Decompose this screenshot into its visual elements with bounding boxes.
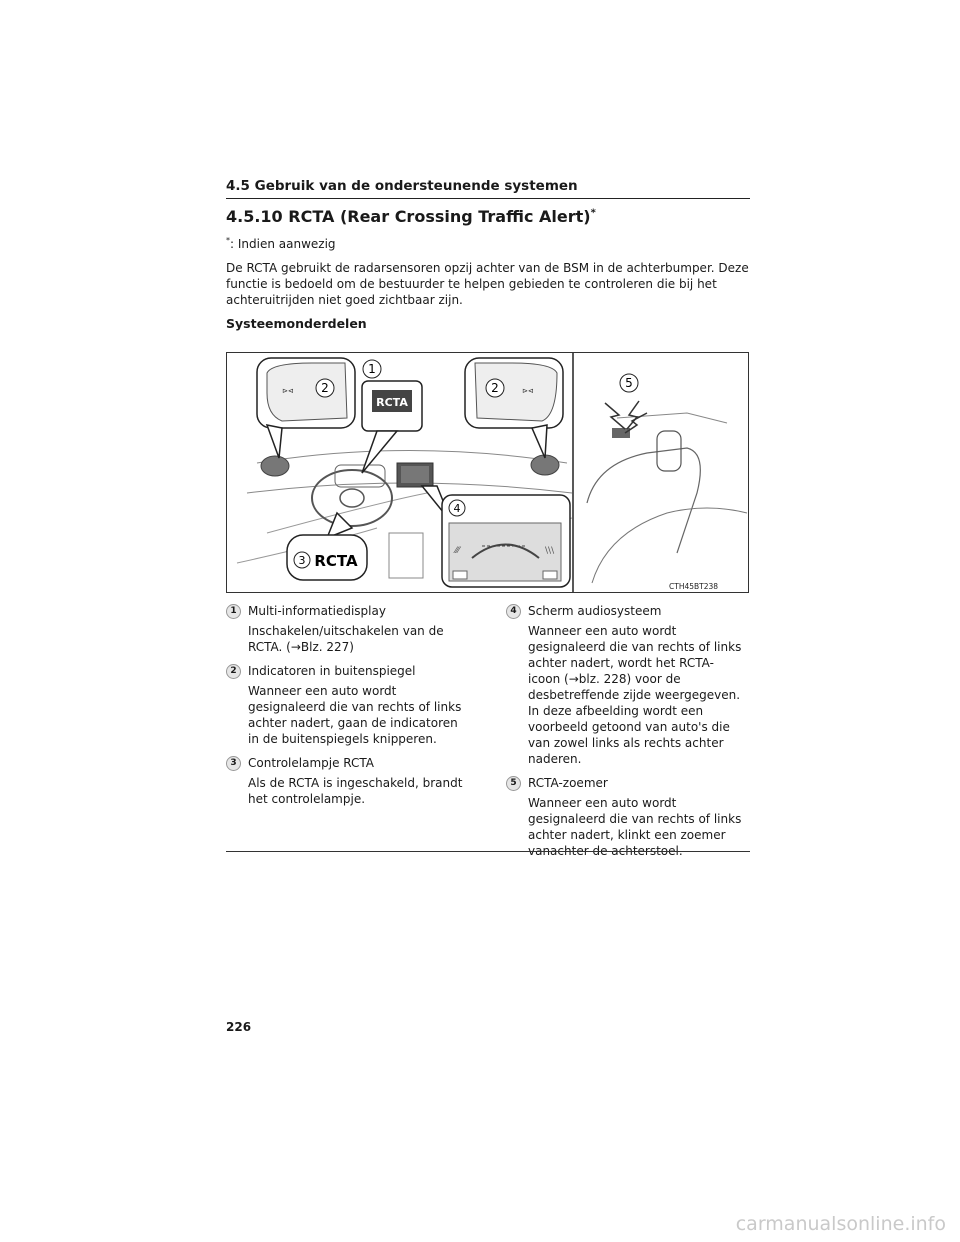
- footnote-note: [226, 236, 336, 251]
- item-description: Inschakelen/uitschakelen van de RCTA. (→Blz. 227): [248, 624, 444, 654]
- list-item: [226, 603, 466, 655]
- item-title: [226, 603, 466, 619]
- svg-text:⁄⁄⁄: ⁄⁄⁄: [455, 546, 460, 556]
- svg-text:⊳⊲: ⊳⊲: [522, 387, 534, 395]
- item-number-badge: 3: [226, 756, 241, 771]
- rcta-indicator-label: RCTA: [314, 552, 358, 570]
- item-title: [226, 755, 466, 771]
- title-footnote-mark: *: [590, 207, 596, 219]
- component-list-right: [506, 603, 746, 867]
- intro-paragraph: De RCTA gebruikt de radarsensoren opzij achter van de BSM in de achterbumper. Deze functie is bedoeld om de bestuurder te helpen gebieden te controleren die bij het achteruitrijden niet goed zichtbaar zijn.: [226, 261, 749, 307]
- callout-2-right: 2: [491, 381, 499, 395]
- item-title-text: RCTA-zoemer: [528, 776, 608, 790]
- item-title-text: Scherm audiosysteem: [528, 604, 662, 618]
- list-item: [506, 775, 746, 859]
- item-title-text: Indicatoren in buitenspiegel: [248, 664, 416, 678]
- buzzer-warning-icon: [612, 428, 630, 438]
- page-title: [226, 207, 596, 226]
- list-item: [226, 755, 466, 807]
- item-number-badge: 5: [506, 776, 521, 791]
- section-header: 4.5 Gebruik van de ondersteunende systemen: [226, 178, 750, 199]
- figure-illustration: [227, 353, 748, 592]
- svg-text:\\\: \\\: [545, 546, 555, 556]
- item-title: [506, 603, 746, 619]
- note-text: : Indien aanwezig: [230, 237, 336, 251]
- bottom-divider: [226, 851, 750, 852]
- camera-guideline-icon: [543, 571, 557, 579]
- callout-2-left: 2: [321, 381, 329, 395]
- item-number-badge: 1: [226, 604, 241, 619]
- page-number: 226: [226, 1020, 252, 1034]
- figure-code: CTH45BT238: [669, 582, 719, 591]
- subheading: Systeemonderdelen: [226, 316, 367, 331]
- item-number-badge: 2: [226, 664, 241, 679]
- list-item: [226, 663, 466, 747]
- item-title-text: Multi-informatiedisplay: [248, 604, 386, 618]
- item-description: Wanneer een auto wordt gesignaleerd die van rechts of links achter nadert, klinkt een zoemer vanachter de achterstoel.: [528, 796, 742, 858]
- item-description: Wanneer een auto wordt gesignaleerd die van rechts of links achter nadert, wordt het RCTA-icoon (→blz. 228) voor de desbetreffende zijde weergegeven. In deze afbeelding wordt een voorbeeld getoond van auto's die van zowel links als rechts achter naderen.: [528, 624, 742, 766]
- component-list-left: [226, 603, 466, 815]
- note-mark: *: [226, 236, 230, 245]
- mirror-indicator-icon: ⊳⊲: [282, 387, 294, 395]
- item-title: [506, 775, 746, 791]
- mid-rcta-label: RCTA: [376, 396, 408, 409]
- item-description: Als de RCTA is ingeschakeld, brandt het controlelampje.: [248, 776, 463, 806]
- list-item: [506, 603, 746, 767]
- watermark: carmanualsonline.info: [735, 1213, 946, 1235]
- callout-1: 1: [368, 362, 376, 376]
- item-title-text: Controlelampje RCTA: [248, 756, 375, 770]
- title-text: 4.5.10 RCTA (Rear Crossing Traffic Alert): [226, 207, 591, 226]
- callout-5: 5: [625, 376, 633, 390]
- callout-3: 3: [298, 554, 306, 567]
- item-title: [226, 663, 466, 679]
- item-description: Wanneer een auto wordt gesignaleerd die van rechts of links achter nadert, gaan de indicatoren in de buitenspiegels knipperen.: [248, 684, 462, 746]
- item-number-badge: 4: [506, 604, 521, 619]
- system-components-figure: [226, 352, 749, 593]
- callout-4: 4: [453, 502, 461, 515]
